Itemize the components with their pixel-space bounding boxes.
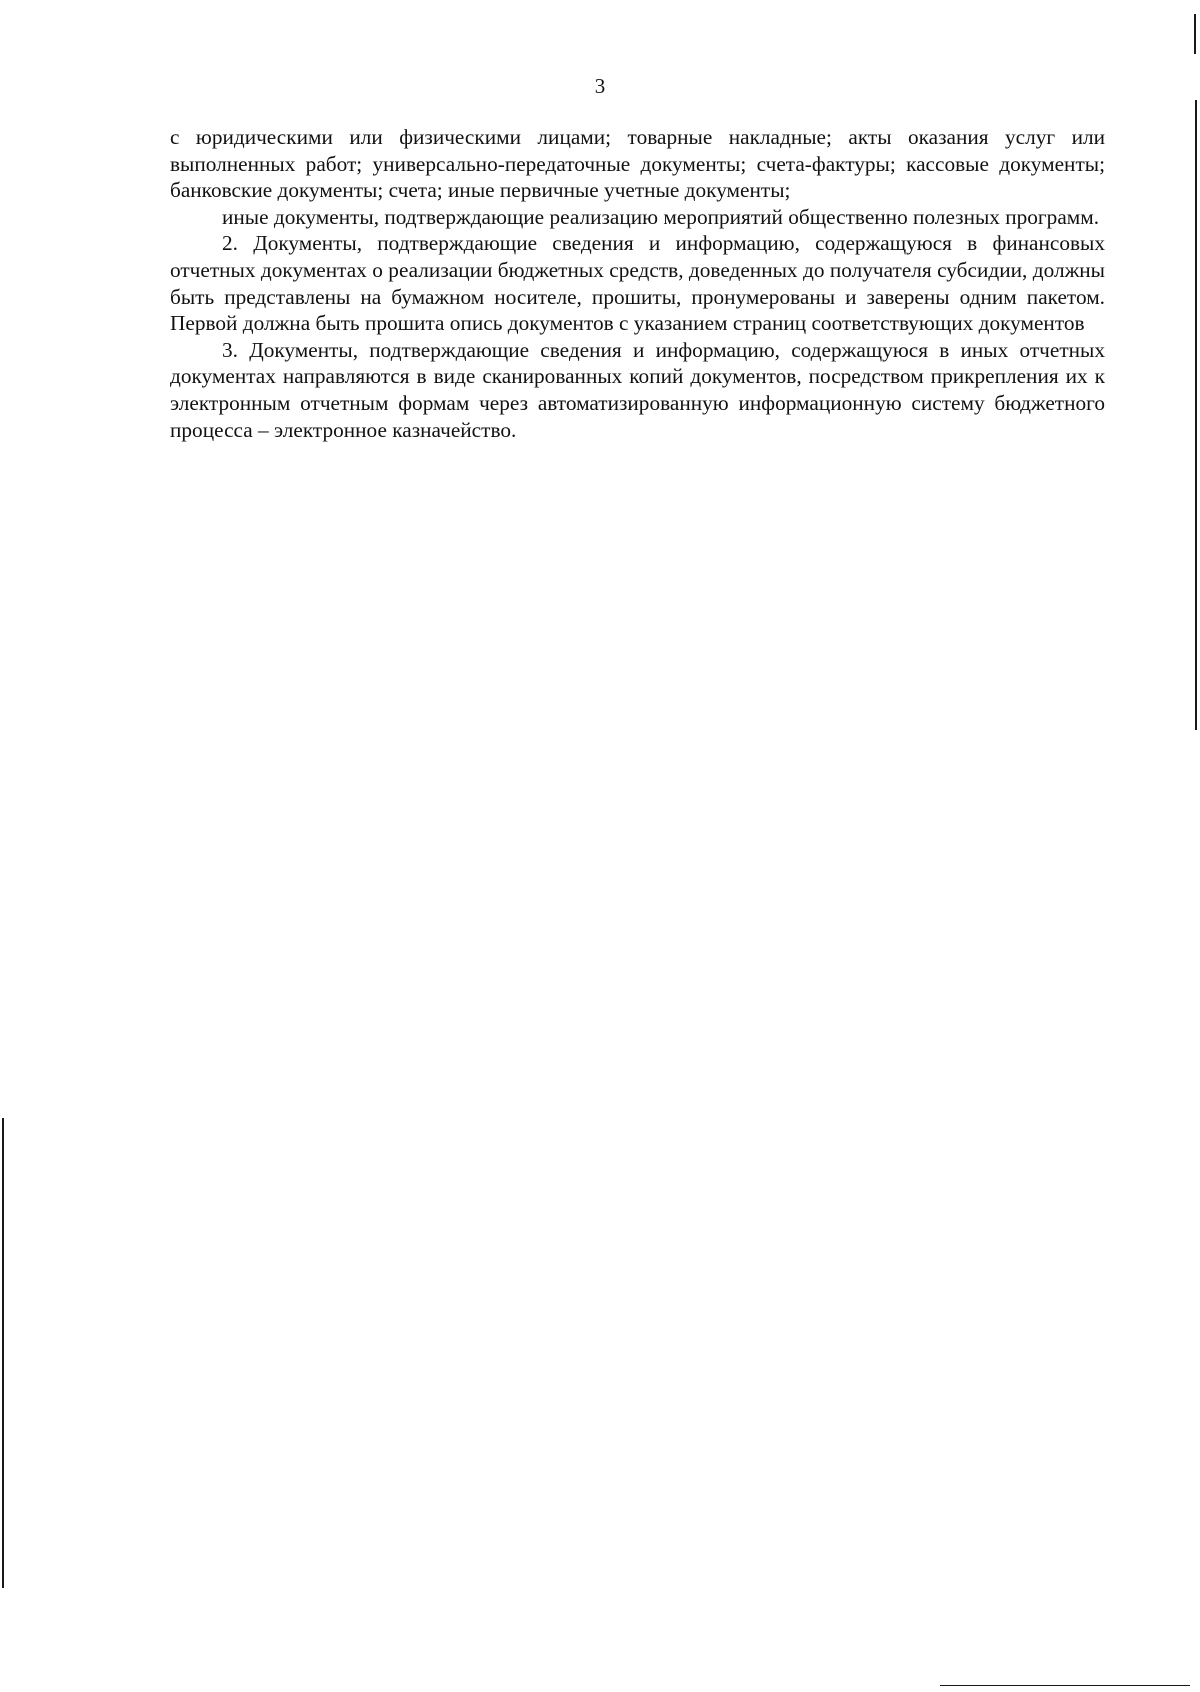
- document-body: [170, 124, 1105, 443]
- page-number: 3: [594, 74, 606, 98]
- paragraph-continuation: с юридическими или физическими лицами; товарные накладные; акты оказания услуг или выполненных работ; универсально-передаточные документы; счета-фактуры; кассовые документы; банковские документы; счета; иные первичные учетные документы;: [170, 125, 1105, 203]
- paragraph-item-2: 2. Документы, подтверждающие сведения и информацию, содержащуюся в финансовых отчетных документах о реализации бюджетных средств, доведенных до получателя субсидии, должны быть представлены на бумажном носителе, прошиты, пронумерованы и заверены одним пакетом. Первой должна быть прошита опись документов с указанием страниц соответствующих документов: [170, 231, 1105, 336]
- paragraph-other-documents: иные документы, подтверждающие реализацию мероприятий общественно полезных программ.: [222, 204, 1100, 229]
- scan-edge-right-top: [1194, 14, 1196, 54]
- scan-edge-left: [2, 1118, 4, 1588]
- scan-edge-right: [1195, 100, 1197, 730]
- scan-edge-bottom: [940, 1685, 1190, 1686]
- paragraph-item-3: 3. Документы, подтверждающие сведения и информацию, содержащуюся в иных отчетных документах направляются в виде сканированных копий документов, посредством прикрепления их к электронным отчетным формам через автоматизированную информационную систему бюджетного процесса – электронное казначейство.: [170, 337, 1105, 442]
